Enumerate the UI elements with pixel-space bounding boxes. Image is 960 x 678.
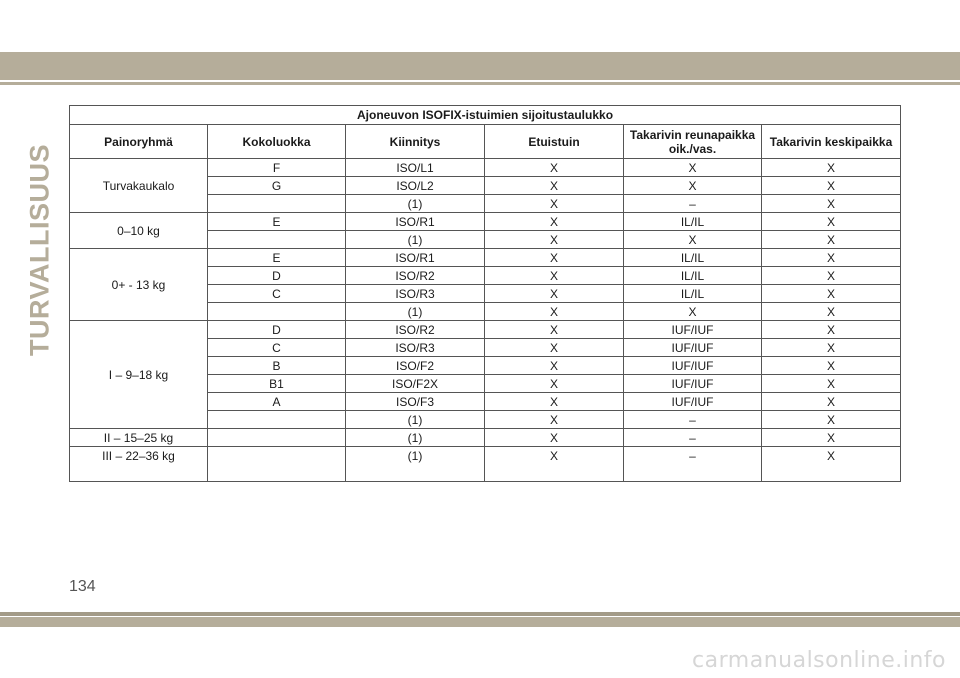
- header-size-class: Kokoluokka: [208, 125, 346, 159]
- table-cell: IL/IL: [624, 285, 762, 303]
- table-cell: [208, 411, 346, 429]
- table-cell: [208, 195, 346, 213]
- table-cell: [208, 429, 346, 447]
- table-cell: X: [485, 177, 624, 195]
- table-cell: X: [762, 375, 901, 393]
- header-rear-center: Takarivin keskipaikka: [762, 125, 901, 159]
- table-cell: X: [762, 411, 901, 429]
- table-cell: X: [762, 195, 901, 213]
- table-cell: IUF/IUF: [624, 375, 762, 393]
- table-row: [70, 249, 901, 267]
- table-cell: X: [624, 159, 762, 177]
- table-header-row: [70, 125, 901, 159]
- weight-group-cell: II – 15–25 kg: [70, 429, 208, 447]
- table-cell: X: [485, 303, 624, 321]
- table-cell: C: [208, 339, 346, 357]
- table-cell: (1): [346, 429, 485, 447]
- table-cell: [208, 231, 346, 249]
- header-fixture: Kiinnitys: [346, 125, 485, 159]
- weight-group-cell: I – 9–18 kg: [70, 321, 208, 429]
- table-cell: X: [485, 447, 624, 482]
- table-cell: (1): [346, 303, 485, 321]
- table-cell: IUF/IUF: [624, 339, 762, 357]
- table-cell: X: [624, 231, 762, 249]
- table-row: [70, 321, 901, 339]
- watermark: carmanualsonline.info: [692, 648, 946, 673]
- table-cell: X: [762, 321, 901, 339]
- table-cell: X: [762, 159, 901, 177]
- table-cell: –: [624, 195, 762, 213]
- table-cell: X: [485, 231, 624, 249]
- table-cell: ISO/R2: [346, 321, 485, 339]
- table-cell: ISO/R2: [346, 267, 485, 285]
- table-cell: X: [762, 303, 901, 321]
- table-cell: ISO/F3: [346, 393, 485, 411]
- table-cell: X: [762, 267, 901, 285]
- section-title: TURVALLISUUS: [24, 143, 55, 356]
- table-cell: (1): [346, 447, 485, 482]
- header-weight-group: Painoryhmä: [70, 125, 208, 159]
- bottom-decorative-band: [0, 617, 960, 627]
- page-number: 134: [69, 578, 96, 595]
- table-cell: X: [485, 267, 624, 285]
- table-cell: X: [762, 339, 901, 357]
- table-cell: ISO/L1: [346, 159, 485, 177]
- table-cell: E: [208, 213, 346, 231]
- table-cell: IL/IL: [624, 213, 762, 231]
- table-cell: X: [485, 429, 624, 447]
- top-decorative-band: [0, 52, 960, 80]
- table-cell: (1): [346, 411, 485, 429]
- table-cell: ISO/F2X: [346, 375, 485, 393]
- table-cell: G: [208, 177, 346, 195]
- header-front-seat: Etuistuin: [485, 125, 624, 159]
- table-row: [70, 447, 901, 482]
- table-cell: X: [762, 429, 901, 447]
- table-row: [70, 429, 901, 447]
- table-cell: –: [624, 429, 762, 447]
- table-cell: X: [485, 249, 624, 267]
- table-cell: X: [762, 177, 901, 195]
- table-cell: IL/IL: [624, 249, 762, 267]
- table-cell: X: [485, 195, 624, 213]
- weight-group-cell: Turvakaukalo: [70, 159, 208, 213]
- table-title-row: [70, 106, 901, 125]
- table-cell: IUF/IUF: [624, 393, 762, 411]
- table-cell: IUF/IUF: [624, 321, 762, 339]
- table-cell: (1): [346, 231, 485, 249]
- table-row: [70, 159, 901, 177]
- table-cell: F: [208, 159, 346, 177]
- table-cell: D: [208, 267, 346, 285]
- table-cell: A: [208, 393, 346, 411]
- table-cell: C: [208, 285, 346, 303]
- table-cell: IL/IL: [624, 267, 762, 285]
- table-cell: X: [485, 339, 624, 357]
- table-cell: X: [624, 303, 762, 321]
- table-cell: X: [485, 321, 624, 339]
- table-cell: ISO/F2: [346, 357, 485, 375]
- bottom-decorative-line: [0, 612, 960, 616]
- table-cell: (1): [346, 195, 485, 213]
- table-cell: X: [624, 177, 762, 195]
- table-cell: X: [485, 213, 624, 231]
- top-decorative-line: [0, 82, 960, 85]
- table-cell: ISO/L2: [346, 177, 485, 195]
- table-cell: –: [624, 447, 762, 482]
- table-cell: X: [762, 285, 901, 303]
- table-cell: [208, 303, 346, 321]
- weight-group-cell: 0–10 kg: [70, 213, 208, 249]
- table-cell: ISO/R3: [346, 285, 485, 303]
- table-cell: [208, 447, 346, 482]
- table-cell: ISO/R3: [346, 339, 485, 357]
- table-cell: B: [208, 357, 346, 375]
- table-cell: X: [485, 285, 624, 303]
- table-cell: B1: [208, 375, 346, 393]
- table-cell: X: [762, 447, 901, 482]
- table-cell: X: [485, 357, 624, 375]
- table-cell: IUF/IUF: [624, 357, 762, 375]
- table-row: [70, 213, 901, 231]
- table-cell: X: [762, 213, 901, 231]
- table-cell: ISO/R1: [346, 213, 485, 231]
- table-cell: D: [208, 321, 346, 339]
- table-cell: X: [762, 357, 901, 375]
- isofix-placement-table: [69, 105, 901, 482]
- table-cell: X: [762, 231, 901, 249]
- table-cell: X: [485, 393, 624, 411]
- weight-group-cell: III – 22–36 kg: [70, 447, 208, 482]
- table-cell: –: [624, 411, 762, 429]
- table-cell: X: [485, 159, 624, 177]
- table-cell: X: [762, 393, 901, 411]
- table-cell: E: [208, 249, 346, 267]
- table-body: [70, 159, 901, 482]
- table-title: Ajoneuvon ISOFIX-istuimien sijoitustaulukko: [70, 106, 901, 125]
- table-cell: X: [485, 411, 624, 429]
- table-cell: X: [762, 249, 901, 267]
- weight-group-cell: 0+ - 13 kg: [70, 249, 208, 321]
- table-cell: ISO/R1: [346, 249, 485, 267]
- header-rear-outboard: Takarivin reunapaikka oik./vas.: [624, 125, 762, 159]
- table-cell: X: [485, 375, 624, 393]
